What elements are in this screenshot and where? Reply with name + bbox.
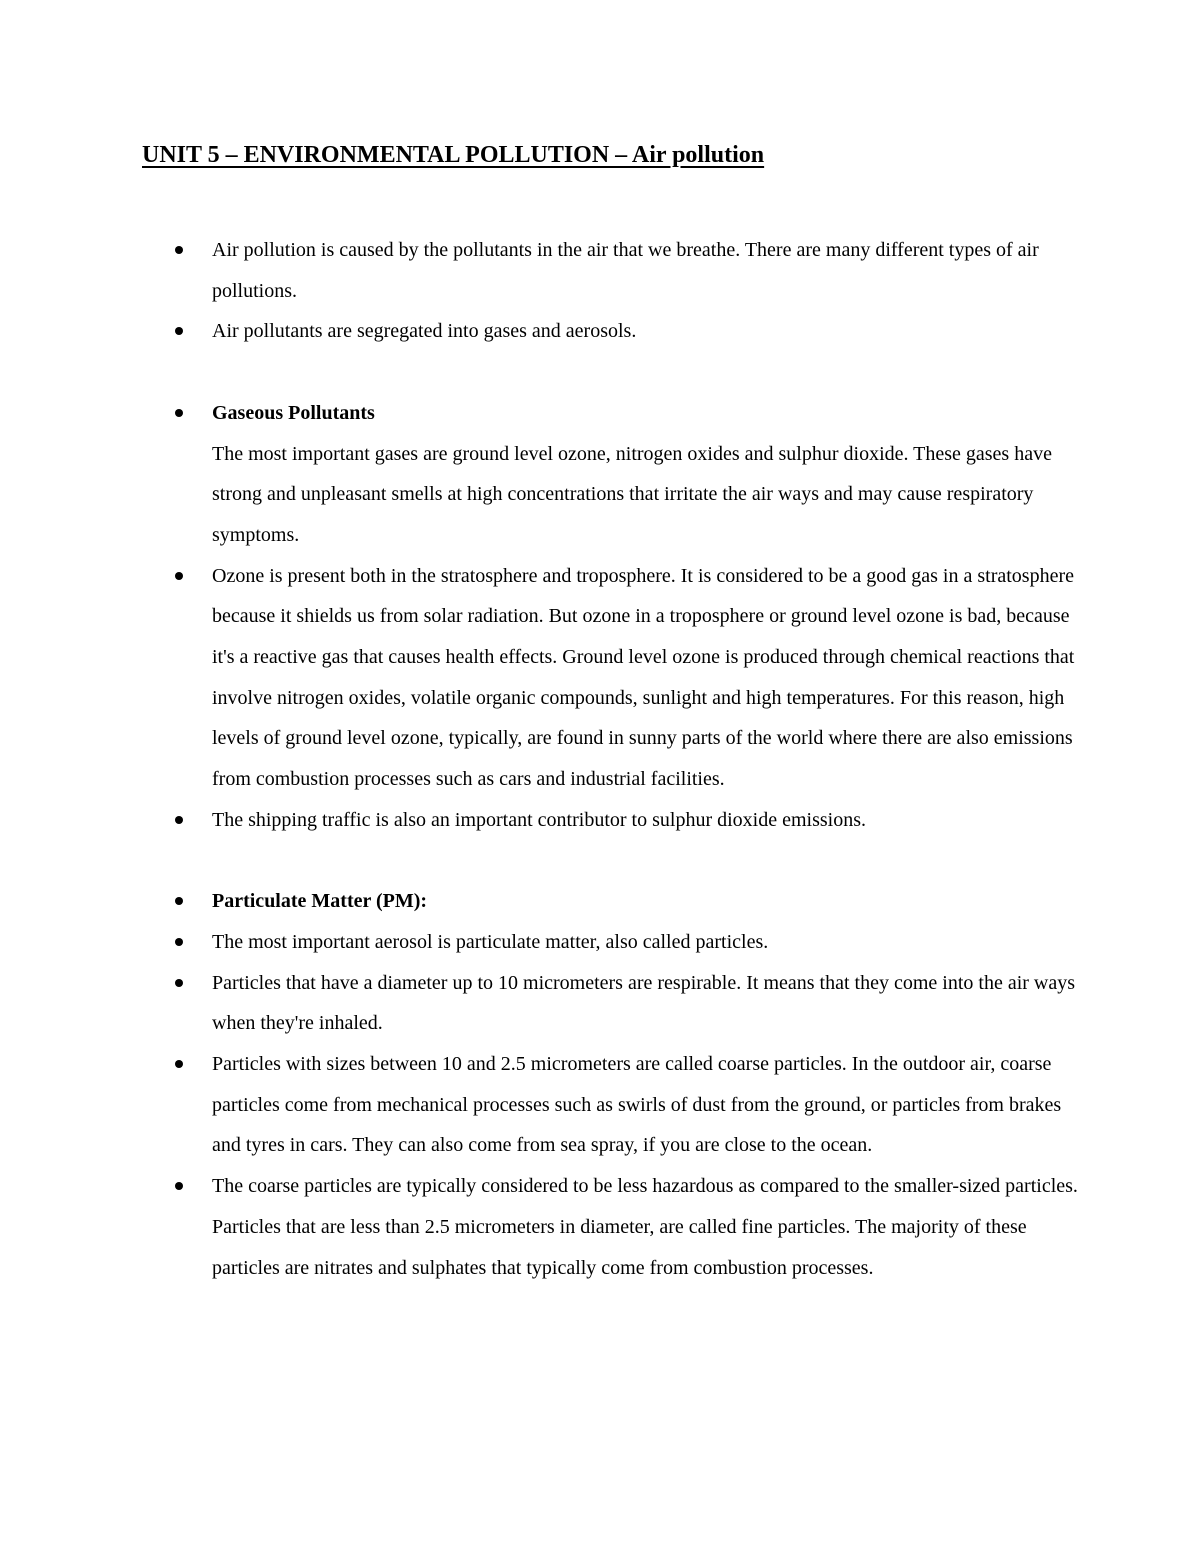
bullet-list [212, 230, 1082, 1288]
list-item-shipping-traffic [212, 800, 1082, 841]
list-item-particulate-matter [212, 881, 1082, 922]
list-item-pollutants-segregation [212, 311, 1082, 352]
list-item-coarse-particles [212, 1044, 1082, 1166]
page-title: UNIT 5 – ENVIRONMENTAL POLLUTION – Air pollution [142, 142, 765, 168]
list-item-text: The most important gases are ground level ozone, nitrogen oxides and sulphur dioxide. These gases have strong and unpleasant smells at high concentrations that irritate the air ways and may cause respiratory symptoms. [212, 442, 1052, 546]
list-item-gaseous-pollutants [212, 393, 1082, 556]
list-item-text: Ozone is present both in the stratosphere and troposphere. It is considered to be a good gas in a stratosphere because it shields us from solar radiation. But ozone in a troposphere or ground level ozone is bad, because it's a reactive gas that causes health effects. Ground level ozone is produced through chemical reactions that involve nitrogen oxides, volatile organic compounds, sunlight and high temperatures. For this reason, high levels of ground level ozone, typically, are found in sunny parts of the world where there are also emissions from combustion processes such as cars and industrial facilities. [212, 564, 1075, 791]
list-item-text: Particles with sizes between 10 and 2.5 micrometers are called coarse particles. In the outdoor air, coarse particles come from mechanical processes such as swirls of dust from the ground, or particles from brakes and tyres in cars. They can also come from sea spray, if you are close to the ocean. [212, 1053, 1062, 1157]
section-heading-gaseous-pollutants: Gaseous Pollutants [212, 401, 375, 424]
list-item-fine-particles [212, 1166, 1082, 1288]
list-item-text: Air pollution is caused by the pollutants in the air that we breathe. There are many different types of air pollutions. [212, 239, 1039, 302]
list-item-text: Air pollutants are segregated into gases and aerosols. [212, 320, 637, 343]
list-item-ozone [212, 556, 1082, 800]
section-heading-particulate-matter: Particulate Matter (PM): [212, 890, 428, 913]
list-item-text: Particles that have a diameter up to 10 micrometers are respirable. It means that they come into the air ways when they're inhaled. [212, 971, 1076, 1035]
list-item-aerosol [212, 922, 1082, 963]
list-item-text: The most important aerosol is particulate matter, also called particles. [212, 930, 769, 953]
list-item-text: The shipping traffic is also an important contributor to sulphur dioxide emissions. [212, 808, 866, 831]
list-item-text: The coarse particles are typically considered to be less hazardous as compared to the smaller-sized particles. Particles that are less than 2.5 micrometers in diameter, are called fine particles. The majority of these particles are nitrates and sulphates that typically come from combustion processes. [212, 1175, 1078, 1279]
list-item-air-pollution-intro [212, 230, 1082, 311]
list-item-respirable-particles [212, 963, 1082, 1044]
